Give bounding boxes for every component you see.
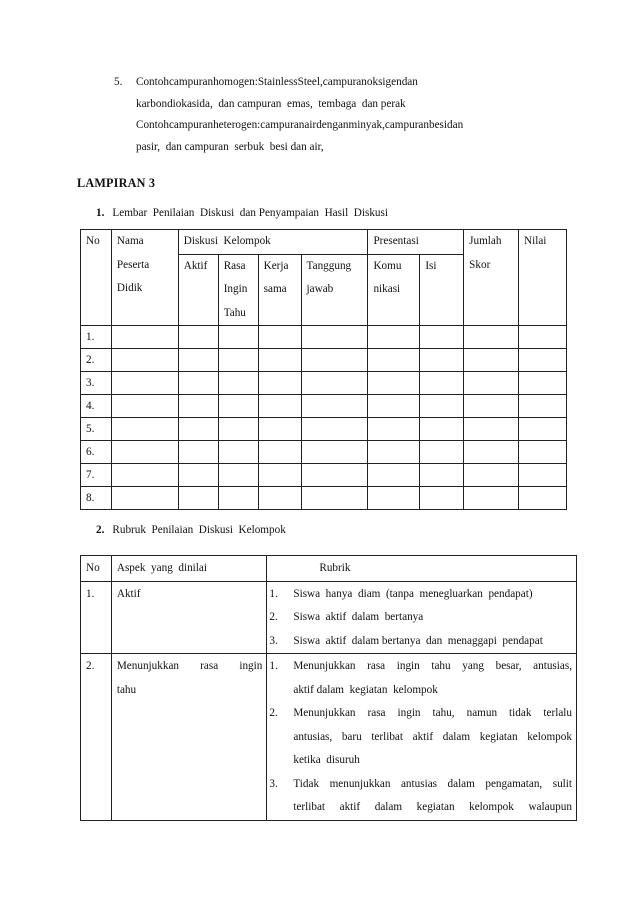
list-text: Siswa hanya diam (tanpa menegluarkan pendapat) bbox=[293, 587, 533, 600]
table-cell[interactable] bbox=[519, 372, 567, 395]
word: Contoh bbox=[136, 119, 169, 131]
table-cell[interactable] bbox=[464, 349, 519, 372]
table-cell[interactable] bbox=[420, 395, 464, 418]
list-item bbox=[269, 630, 576, 654]
rubric-aspek-line: tahu bbox=[116, 683, 137, 696]
table-cell[interactable] bbox=[258, 487, 301, 510]
item5-line2: karbondiokasida, dan campuran emas, tembaga dan perak bbox=[136, 97, 406, 110]
table-cell[interactable] bbox=[111, 441, 178, 464]
row-number-cell: 1. bbox=[81, 326, 112, 349]
list-text-line: ketika disuruh bbox=[293, 754, 360, 766]
list-number: 3. bbox=[269, 634, 278, 647]
table-cell[interactable] bbox=[218, 349, 258, 372]
table-cell[interactable] bbox=[218, 395, 258, 418]
table-cell[interactable] bbox=[464, 487, 519, 510]
table-cell[interactable] bbox=[420, 487, 464, 510]
header-komu-line: nikasi bbox=[373, 283, 401, 295]
word: Contoh bbox=[136, 76, 169, 88]
word: heterogen bbox=[213, 119, 258, 131]
section-number: 2. bbox=[96, 524, 105, 536]
word: campuran bbox=[168, 76, 214, 88]
word: ingin bbox=[396, 660, 420, 672]
table-cell[interactable] bbox=[301, 372, 368, 395]
header-nama bbox=[111, 230, 178, 326]
table-cell[interactable] bbox=[178, 487, 218, 510]
table-cell[interactable] bbox=[111, 487, 178, 510]
word: campuran bbox=[168, 119, 214, 131]
word: dengan bbox=[316, 119, 349, 131]
list-number: 3. bbox=[269, 777, 278, 790]
header-kerja bbox=[258, 254, 301, 326]
table-cell[interactable] bbox=[178, 418, 218, 441]
rubric-row-no: 1. bbox=[81, 581, 112, 654]
table-cell[interactable] bbox=[111, 395, 178, 418]
word: : bbox=[257, 119, 261, 131]
header-rasa bbox=[218, 254, 258, 326]
row-number-cell: 6. bbox=[81, 441, 112, 464]
word: rasa bbox=[367, 707, 386, 719]
table-cell[interactable] bbox=[464, 464, 519, 487]
rubric-row-items bbox=[267, 581, 577, 654]
word: aktif bbox=[339, 801, 361, 813]
header-tanggung-line: Tanggung bbox=[306, 259, 352, 272]
rubric-row-no: 2. bbox=[81, 654, 112, 821]
table-cell[interactable] bbox=[368, 418, 420, 441]
table-cell[interactable] bbox=[301, 326, 368, 349]
word: dalam bbox=[447, 777, 475, 790]
table-row bbox=[81, 418, 567, 441]
table-cell[interactable] bbox=[368, 326, 420, 349]
list-text-line bbox=[293, 655, 572, 679]
list-item bbox=[269, 773, 572, 820]
header-jumlah bbox=[464, 230, 519, 326]
word: Menunjukkan bbox=[293, 660, 356, 672]
list-number: 2. bbox=[269, 611, 278, 623]
header-no: No bbox=[81, 230, 112, 326]
word: terlalu bbox=[543, 707, 572, 719]
table-cell[interactable] bbox=[218, 326, 258, 349]
table-cell[interactable] bbox=[368, 349, 420, 372]
table-cell[interactable] bbox=[258, 464, 301, 487]
table-cell[interactable] bbox=[218, 372, 258, 395]
table-cell[interactable] bbox=[178, 372, 218, 395]
word: dan bbox=[401, 76, 418, 88]
table-cell[interactable] bbox=[111, 464, 178, 487]
list-number: 1. bbox=[269, 587, 278, 600]
table-cell[interactable] bbox=[111, 326, 178, 349]
header-komu-line: Komu bbox=[373, 259, 402, 272]
header-kerja-line: sama bbox=[263, 283, 287, 295]
word: sulit bbox=[552, 777, 572, 790]
word: kegiatan bbox=[416, 801, 455, 813]
word: minyak, bbox=[348, 119, 385, 131]
header-tanggung-line: jawab bbox=[306, 283, 334, 295]
word: tahu bbox=[431, 660, 451, 672]
row-number-cell: 3. bbox=[81, 372, 112, 395]
table-cell[interactable] bbox=[464, 372, 519, 395]
word: pengamatan, bbox=[485, 777, 543, 790]
word: besar, bbox=[495, 660, 522, 672]
table-cell[interactable] bbox=[218, 464, 258, 487]
table-cell[interactable] bbox=[519, 441, 567, 464]
table-cell[interactable] bbox=[519, 395, 567, 418]
list-item bbox=[269, 606, 576, 630]
word: kelompok bbox=[527, 730, 572, 743]
table-cell[interactable] bbox=[368, 395, 420, 418]
rubric-header-aspek: Aspek yang dinilai bbox=[111, 556, 267, 582]
word: Tidak bbox=[293, 777, 320, 790]
list-item bbox=[269, 655, 572, 702]
table-cell[interactable] bbox=[368, 487, 420, 510]
header-nama-line: Nama bbox=[116, 235, 144, 247]
word: antusias bbox=[400, 777, 438, 790]
word: Menunjukkan bbox=[293, 707, 356, 719]
header-tanggung bbox=[301, 254, 368, 326]
table-cell[interactable] bbox=[258, 395, 301, 418]
list-text-line bbox=[293, 702, 572, 726]
word: walaupun bbox=[528, 801, 572, 813]
table-cell[interactable] bbox=[519, 349, 567, 372]
table-cell[interactable] bbox=[258, 326, 301, 349]
table-cell[interactable] bbox=[301, 349, 368, 372]
table-cell[interactable] bbox=[258, 418, 301, 441]
word: yang bbox=[462, 660, 484, 672]
word: tahu, bbox=[432, 707, 455, 719]
item5-line1 bbox=[136, 72, 564, 94]
word: rasa bbox=[367, 660, 386, 672]
word: oksigen bbox=[366, 76, 402, 88]
section-number: 1. bbox=[96, 207, 105, 219]
rubric-table bbox=[80, 555, 577, 821]
rubric-header-no: No bbox=[81, 556, 112, 582]
table-row bbox=[81, 372, 567, 395]
word: : bbox=[254, 76, 258, 88]
table-cell[interactable] bbox=[519, 487, 567, 510]
list-text-line: aktif dalam kegiatan kelompok bbox=[293, 683, 438, 696]
table-cell[interactable] bbox=[178, 326, 218, 349]
table-cell[interactable] bbox=[218, 487, 258, 510]
rubric-row-aspek bbox=[111, 654, 267, 821]
table-cell[interactable] bbox=[519, 418, 567, 441]
assessment-table-body bbox=[81, 326, 567, 510]
header-rasa-line: Ingin bbox=[223, 283, 248, 295]
table-cell[interactable] bbox=[301, 395, 368, 418]
table-row bbox=[81, 326, 567, 349]
item5-line3 bbox=[136, 115, 564, 137]
table-cell[interactable] bbox=[258, 441, 301, 464]
word: aktif bbox=[412, 730, 434, 743]
header-nilai: Nilai bbox=[519, 230, 567, 326]
table-cell[interactable] bbox=[519, 326, 567, 349]
header-diskusi: Diskusi Kelompok bbox=[178, 230, 368, 255]
table-cell[interactable] bbox=[420, 441, 464, 464]
word: homogen bbox=[213, 76, 255, 88]
table-row bbox=[81, 441, 567, 464]
word: ingin bbox=[397, 707, 421, 719]
list-text: Siswa aktif dalam bertanya bbox=[293, 611, 424, 623]
table-cell[interactable] bbox=[464, 395, 519, 418]
word: menunjukkan bbox=[329, 777, 391, 790]
table-row bbox=[81, 395, 567, 418]
table-cell[interactable] bbox=[464, 418, 519, 441]
word: kegiatan bbox=[479, 730, 518, 743]
table-cell[interactable] bbox=[464, 441, 519, 464]
rubric-row-items bbox=[267, 654, 577, 821]
table-cell[interactable] bbox=[301, 487, 368, 510]
word: antusias, bbox=[533, 660, 572, 672]
word: namun bbox=[466, 707, 498, 719]
word: rasa bbox=[200, 660, 219, 672]
table-cell[interactable] bbox=[178, 464, 218, 487]
row-number-cell: 2. bbox=[81, 349, 112, 372]
table-cell[interactable] bbox=[111, 372, 178, 395]
table-cell[interactable] bbox=[218, 441, 258, 464]
table-row bbox=[81, 464, 567, 487]
item5-line4: pasir, dan campuran serbuk besi dan air, bbox=[136, 140, 324, 153]
header-rasa-line: Tahu bbox=[223, 306, 246, 319]
table-cell[interactable] bbox=[519, 464, 567, 487]
list-text-line bbox=[293, 726, 572, 750]
assessment-table bbox=[80, 229, 567, 510]
word: campuran bbox=[384, 119, 429, 131]
list-item bbox=[269, 583, 576, 607]
list-number: 2. bbox=[269, 707, 278, 719]
word: Menunjukkan bbox=[116, 660, 180, 672]
list-number: 1. bbox=[269, 660, 278, 672]
table-cell[interactable] bbox=[178, 441, 218, 464]
table-cell[interactable] bbox=[464, 326, 519, 349]
header-presentasi: Presentasi bbox=[368, 230, 464, 255]
list-text-line bbox=[293, 796, 572, 820]
table-cell[interactable] bbox=[368, 441, 420, 464]
table-cell[interactable] bbox=[178, 349, 218, 372]
table-row bbox=[81, 487, 567, 510]
word: terlibat bbox=[293, 801, 326, 813]
word: Steel, bbox=[297, 76, 323, 88]
word: besi bbox=[428, 119, 448, 131]
table-cell[interactable] bbox=[301, 441, 368, 464]
header-nama-line: Didik bbox=[116, 282, 143, 294]
item-number: 5. bbox=[114, 76, 123, 88]
rubric-list bbox=[269, 655, 572, 820]
word: terlibat bbox=[371, 730, 403, 743]
table-row bbox=[81, 349, 567, 372]
table-cell[interactable] bbox=[420, 326, 464, 349]
word: antusias, bbox=[293, 730, 333, 743]
table-cell[interactable] bbox=[178, 395, 218, 418]
row-number-cell: 4. bbox=[81, 395, 112, 418]
word: dan bbox=[447, 119, 464, 131]
word: campuran bbox=[322, 76, 367, 88]
rubric-row-aspek: Aktif bbox=[111, 581, 267, 654]
row-number-cell: 7. bbox=[81, 464, 112, 487]
table-cell[interactable] bbox=[218, 418, 258, 441]
section-title: Rubruk Penilaian Diskusi Kelompok bbox=[112, 524, 286, 536]
rubric-aspek-line bbox=[117, 655, 263, 679]
row-number-cell: 8. bbox=[81, 487, 112, 510]
header-isi: Isi bbox=[420, 254, 464, 326]
header-jumlah-line: Skor bbox=[469, 258, 491, 271]
word: Stainless bbox=[257, 76, 298, 88]
lampiran-heading: LAMPIRAN 3 bbox=[77, 176, 156, 190]
section2-title bbox=[96, 524, 286, 536]
word: air bbox=[304, 119, 317, 131]
word: dalam bbox=[442, 730, 471, 743]
section-title: Lembar Penilaian Diskusi dan Penyampaian Hasil Diskusi bbox=[112, 207, 388, 219]
table-cell[interactable] bbox=[368, 372, 420, 395]
table-cell[interactable] bbox=[420, 464, 464, 487]
list-text-line bbox=[293, 773, 572, 797]
table-cell[interactable] bbox=[420, 418, 464, 441]
header-jumlah-line: Jumlah bbox=[469, 235, 502, 247]
section1-title bbox=[96, 207, 388, 219]
word: ingin bbox=[239, 660, 263, 672]
list-text: Siswa aktif dalam bertanya dan menaggapi pendapat bbox=[293, 634, 543, 647]
word: baru bbox=[341, 730, 362, 743]
header-kerja-line: Kerja bbox=[263, 259, 289, 272]
row-number-cell: 5. bbox=[81, 418, 112, 441]
rubric-header-rubrik: Rubrik bbox=[267, 556, 577, 582]
header-komu bbox=[368, 254, 420, 326]
word: dalam bbox=[374, 801, 403, 813]
table-cell[interactable] bbox=[111, 418, 178, 441]
list-item-5 bbox=[114, 72, 564, 158]
header-aktif: Aktif bbox=[178, 254, 218, 326]
header-nama-line: Peserta bbox=[116, 258, 150, 271]
word: campuran bbox=[260, 119, 305, 131]
table-cell[interactable] bbox=[301, 418, 368, 441]
table-cell[interactable] bbox=[420, 349, 464, 372]
word: tidak bbox=[509, 707, 532, 719]
rubric-list bbox=[269, 583, 576, 654]
table-cell[interactable] bbox=[368, 464, 420, 487]
table-cell[interactable] bbox=[111, 349, 178, 372]
list-item bbox=[269, 702, 572, 773]
table-cell[interactable] bbox=[420, 372, 464, 395]
word: kelompok bbox=[469, 801, 514, 813]
table-cell[interactable] bbox=[258, 349, 301, 372]
header-rasa-line: Rasa bbox=[223, 259, 246, 272]
table-cell[interactable] bbox=[258, 372, 301, 395]
table-cell[interactable] bbox=[301, 464, 368, 487]
